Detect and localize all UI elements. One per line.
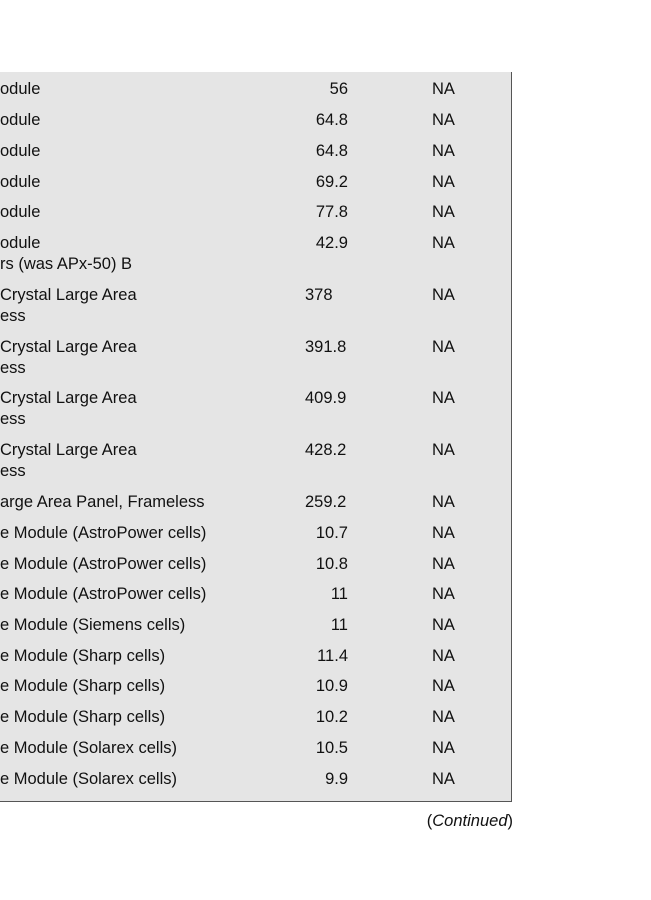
row-description (0, 707, 165, 728)
row-note: NA (432, 173, 455, 191)
row-description (0, 285, 137, 327)
row-description (0, 523, 206, 544)
row-note: NA (432, 234, 455, 252)
row-description (0, 554, 206, 575)
row-description (0, 492, 205, 513)
row-description-line: e Module (Sharp cells) (0, 708, 166, 726)
row-value: 10.2 (315, 708, 348, 726)
row-description (0, 110, 40, 131)
row-value: 10.7 (315, 524, 348, 542)
row-description-line: odule (0, 111, 41, 129)
row-description-line: e Module (Siemens cells) (0, 616, 186, 634)
row-description-line: e Module (Sharp cells) (0, 647, 166, 665)
continued-close-paren: ) (507, 812, 513, 830)
row-value: 42.9 (315, 234, 348, 252)
row-description (0, 738, 177, 759)
row-description-line: e Module (AstroPower cells) (0, 585, 207, 603)
row-value: 10.5 (315, 739, 348, 757)
row-value: 64.8 (315, 142, 348, 160)
row-description (0, 676, 165, 697)
row-description-line: ess (0, 462, 26, 480)
row-description-line: odule (0, 173, 41, 191)
row-value: 259.2 (305, 493, 347, 511)
row-value: 409.9 (305, 389, 347, 407)
row-description-line: Crystal Large Area (0, 286, 137, 304)
row-value: 69.2 (315, 173, 348, 191)
row-note: NA (432, 555, 455, 573)
row-note: NA (432, 770, 455, 788)
row-value: 11 (330, 616, 348, 634)
row-value: 391.8 (305, 338, 347, 356)
row-value: 10.8 (315, 555, 348, 573)
continued-note (427, 811, 513, 832)
row-value: 9.9 (325, 770, 348, 788)
row-description-line: e Module (Sharp cells) (0, 677, 166, 695)
row-description-line: ess (0, 410, 26, 428)
row-note: NA (432, 708, 455, 726)
row-note: NA (432, 647, 455, 665)
row-description-line: odule (0, 203, 41, 221)
row-description (0, 584, 206, 605)
continued-word: Continued (432, 812, 508, 830)
row-value: 11.4 (317, 647, 348, 665)
row-description (0, 388, 137, 430)
row-description-line: odule (0, 80, 41, 98)
row-description-line: e Module (AstroPower cells) (0, 555, 207, 573)
row-note: NA (432, 338, 455, 356)
row-note: NA (432, 286, 455, 304)
row-description-line: Crystal Large Area (0, 441, 137, 459)
row-description (0, 141, 40, 162)
row-note: NA (432, 389, 455, 407)
row-description-line: Crystal Large Area (0, 338, 137, 356)
row-note: NA (432, 142, 455, 160)
row-value: 77.8 (315, 203, 348, 221)
row-description-line: rs (was APx-50) B (0, 255, 133, 273)
row-note: NA (432, 616, 455, 634)
row-description-line: odule (0, 142, 41, 160)
row-description (0, 646, 165, 667)
row-description-line: e Module (Solarex cells) (0, 739, 177, 757)
row-note: NA (432, 739, 455, 757)
row-note: NA (432, 585, 455, 603)
data-table (0, 72, 512, 802)
row-description-line: ess (0, 359, 26, 377)
row-description (0, 440, 137, 482)
continued-open-paren: ( (426, 812, 433, 830)
row-note: NA (432, 524, 455, 542)
row-note: NA (432, 203, 455, 221)
row-description-line: e Module (AstroPower cells) (0, 524, 207, 542)
row-value: 56 (329, 80, 348, 98)
row-value: 11 (330, 585, 348, 603)
row-note: NA (432, 111, 455, 129)
row-note: NA (432, 493, 455, 511)
row-description (0, 202, 40, 223)
row-description-line: Crystal Large Area (0, 389, 137, 407)
row-value: 428.2 (305, 441, 347, 459)
row-note: NA (432, 80, 455, 98)
row-description-line: e Module (Solarex cells) (0, 770, 177, 788)
row-description (0, 233, 132, 275)
row-value: 378 (305, 286, 333, 304)
row-description (0, 172, 40, 193)
row-description-line: ess (0, 307, 26, 325)
row-description (0, 769, 177, 790)
row-description-line: arge Area Panel, Frameless (0, 493, 205, 511)
row-description (0, 615, 185, 636)
row-description-line: odule (0, 234, 41, 252)
row-description (0, 79, 40, 100)
row-note: NA (432, 677, 455, 695)
row-description (0, 337, 137, 379)
row-note: NA (432, 441, 455, 459)
row-value: 64.8 (315, 111, 348, 129)
row-value: 10.9 (315, 677, 348, 695)
